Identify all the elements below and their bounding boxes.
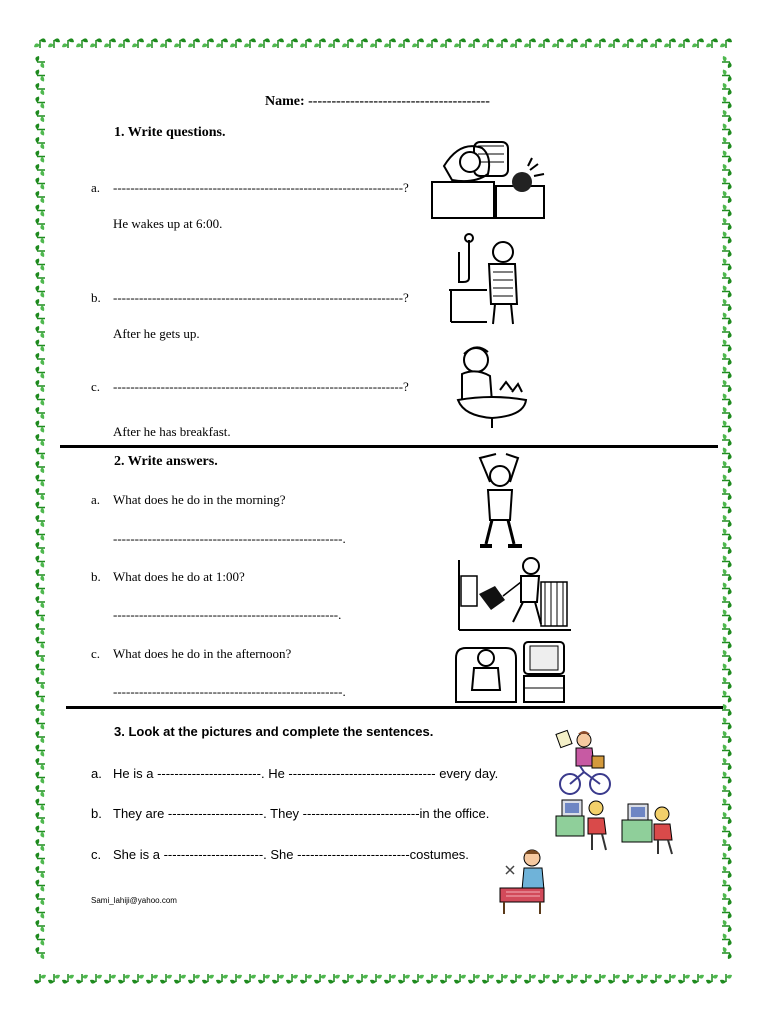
section1-item-a-letter: a.: [91, 180, 101, 195]
border-leaf: [552, 38, 564, 48]
border-leaf: [314, 974, 326, 984]
border-leaf: [722, 232, 732, 244]
border-leaf: [722, 812, 732, 824]
border-leaf: [722, 772, 732, 784]
border-leaf: [174, 974, 186, 984]
border-leaf: [202, 974, 214, 984]
border-leaf: [35, 326, 45, 338]
author-email: Sami_lahiji@yahoo.com: [91, 896, 177, 905]
border-leaf: [90, 974, 102, 984]
border-leaf: [496, 38, 508, 48]
man-watching-tv-icon: [452, 638, 568, 706]
section3-item-a-sentence: He is a ------------------------. He ---------------------------------- every day.: [113, 766, 499, 781]
border-leaf: [678, 974, 690, 984]
border-leaf: [35, 650, 45, 662]
border-leaf: [722, 434, 732, 446]
border-leaf: [722, 488, 732, 500]
border-leaf: [722, 313, 732, 325]
border-leaf: [35, 164, 45, 176]
border-leaf: [35, 529, 45, 541]
section3-item-b-letter: b.: [91, 806, 102, 821]
border-leaf: [722, 326, 732, 338]
border-leaf: [468, 974, 480, 984]
border-leaf: [722, 920, 732, 932]
border-leaf: [62, 38, 74, 48]
border-leaf: [76, 974, 88, 984]
border-leaf: [35, 610, 45, 622]
border-leaf: [342, 38, 354, 48]
border-leaf: [35, 785, 45, 797]
border-leaf: [722, 380, 732, 392]
man-walking-dog-icon: [455, 552, 573, 634]
border-leaf: [440, 974, 452, 984]
border-leaf: [35, 677, 45, 689]
border-leaf: [35, 124, 45, 136]
border-leaf: [722, 529, 732, 541]
border-leaf: [35, 947, 45, 959]
border-leaf: [328, 974, 340, 984]
border-leaf: [104, 974, 116, 984]
border-leaf: [300, 974, 312, 984]
section2-item-b-answer-line: ----------------------------------------------------.: [113, 607, 342, 622]
border-leaf: [35, 272, 45, 284]
section2-item-c-answer-line: -----------------------------------------------------.: [113, 684, 346, 699]
border-leaf: [146, 38, 158, 48]
border-leaf: [720, 974, 732, 984]
border-leaf: [722, 394, 732, 406]
border-leaf: [244, 38, 256, 48]
border-leaf: [188, 974, 200, 984]
border-leaf: [722, 272, 732, 284]
border-leaf: [48, 38, 60, 48]
border-leaf: [664, 38, 676, 48]
border-leaf: [454, 38, 466, 48]
border-leaf: [35, 340, 45, 352]
section1-heading: 1. Write questions.: [114, 125, 226, 140]
section2-item-b-letter: b.: [91, 569, 101, 584]
border-leaf: [538, 974, 550, 984]
border-leaf: [722, 718, 732, 730]
postman-on-bicycle-icon: [554, 726, 614, 796]
border-leaf: [35, 137, 45, 149]
border-leaf: [692, 38, 704, 48]
border-leaf: [300, 38, 312, 48]
section2-item-a-question: What does he do in the morning?: [113, 492, 286, 507]
border-leaf: [722, 947, 732, 959]
border-leaf: [594, 38, 606, 48]
border-leaf: [35, 799, 45, 811]
border-leaf: [722, 758, 732, 770]
border-leaf: [482, 38, 494, 48]
border-leaf: [35, 718, 45, 730]
border-leaf: [722, 97, 732, 109]
section3-item-c-sentence: She is a -----------------------. She --------------------------costumes.: [113, 847, 469, 862]
border-leaf: [664, 974, 676, 984]
border-leaf: [35, 232, 45, 244]
border-leaf: [35, 920, 45, 932]
section2-heading: 2. Write answers.: [114, 454, 218, 469]
border-leaf: [35, 556, 45, 568]
border-leaf: [722, 893, 732, 905]
border-leaf: [132, 974, 144, 984]
border-leaf: [35, 704, 45, 716]
border-leaf: [35, 299, 45, 311]
border-leaf: [104, 38, 116, 48]
border-leaf: [34, 974, 46, 984]
border-leaf: [722, 623, 732, 635]
section2-item-a-answer-line: -----------------------------------------------------.: [113, 531, 346, 546]
border-leaf: [482, 974, 494, 984]
border-leaf: [76, 38, 88, 48]
border-leaf: [35, 367, 45, 379]
border-leaf: [384, 38, 396, 48]
section1-item-a-answer: He wakes up at 6:00.: [113, 216, 223, 231]
border-leaf: [722, 731, 732, 743]
border-leaf: [314, 38, 326, 48]
border-leaf: [35, 569, 45, 581]
border-leaf: [35, 313, 45, 325]
border-leaf: [35, 434, 45, 446]
border-leaf: [566, 38, 578, 48]
border-leaf: [272, 38, 284, 48]
border-leaf: [722, 70, 732, 82]
name-field-line: Name: ---------------------------------------: [265, 94, 490, 109]
border-leaf: [48, 974, 60, 984]
border-leaf: [35, 191, 45, 203]
border-leaf: [146, 974, 158, 984]
border-leaf: [35, 475, 45, 487]
section1-item-c-question-line: -------------------------------------------------------------------?: [113, 379, 409, 394]
border-leaf: [678, 38, 690, 48]
border-leaf: [370, 974, 382, 984]
border-bottom-vines: [34, 974, 732, 984]
border-leaf: [35, 488, 45, 500]
border-leaf: [722, 853, 732, 865]
border-leaf: [412, 38, 424, 48]
section1-item-a-question-line: -------------------------------------------------------------------?: [113, 180, 409, 195]
border-leaf: [722, 502, 732, 514]
border-leaf: [202, 38, 214, 48]
border-leaf: [132, 38, 144, 48]
border-leaf: [35, 772, 45, 784]
border-leaf: [35, 178, 45, 190]
border-leaf: [258, 38, 270, 48]
border-leaf: [356, 974, 368, 984]
border-leaf: [90, 38, 102, 48]
border-leaf: [370, 38, 382, 48]
border-leaf: [580, 38, 592, 48]
section-divider-1: [60, 445, 718, 448]
border-leaf: [722, 515, 732, 527]
border-leaf: [722, 286, 732, 298]
border-leaf: [722, 745, 732, 757]
border-leaf: [722, 259, 732, 271]
border-leaf: [706, 974, 718, 984]
border-leaf: [35, 461, 45, 473]
border-leaf: [722, 691, 732, 703]
section1-item-b-letter: b.: [91, 290, 101, 305]
border-leaf: [188, 38, 200, 48]
border-leaf: [35, 691, 45, 703]
border-leaf: [722, 83, 732, 95]
border-leaf: [622, 38, 634, 48]
border-right-vines: [722, 56, 732, 959]
border-leaf: [440, 38, 452, 48]
border-leaf: [722, 677, 732, 689]
border-leaf: [35, 664, 45, 676]
border-leaf: [722, 934, 732, 946]
border-leaf: [35, 826, 45, 838]
border-leaf: [118, 38, 130, 48]
border-leaf: [566, 974, 578, 984]
border-leaf: [552, 974, 564, 984]
border-leaf: [722, 340, 732, 352]
section3-item-a-letter: a.: [91, 766, 102, 781]
border-leaf: [722, 56, 732, 68]
border-leaf: [722, 569, 732, 581]
border-leaf: [258, 974, 270, 984]
border-leaf: [35, 205, 45, 217]
border-leaf: [35, 394, 45, 406]
border-leaf: [722, 826, 732, 838]
border-left-vines: [35, 56, 45, 959]
section3-heading: 3. Look at the pictures and complete the sentences.: [114, 724, 434, 739]
border-leaf: [35, 542, 45, 554]
section1-item-b-question-line: -------------------------------------------------------------------?: [113, 290, 409, 305]
border-leaf: [636, 38, 648, 48]
border-leaf: [35, 110, 45, 122]
border-leaf: [328, 38, 340, 48]
border-leaf: [722, 596, 732, 608]
border-leaf: [722, 151, 732, 163]
border-leaf: [35, 893, 45, 905]
border-leaf: [35, 502, 45, 514]
border-leaf: [622, 974, 634, 984]
border-leaf: [722, 124, 732, 136]
border-leaf: [722, 880, 732, 892]
border-leaf: [35, 353, 45, 365]
section1-item-c-letter: c.: [91, 379, 101, 394]
border-leaf: [524, 974, 536, 984]
border-leaf: [35, 83, 45, 95]
border-leaf: [35, 259, 45, 271]
border-leaf: [608, 974, 620, 984]
border-leaf: [524, 38, 536, 48]
border-leaf: [35, 407, 45, 419]
border-leaf: [35, 637, 45, 649]
border-leaf: [720, 38, 732, 48]
border-leaf: [722, 637, 732, 649]
border-leaf: [35, 151, 45, 163]
border-leaf: [342, 974, 354, 984]
border-leaf: [35, 596, 45, 608]
border-leaf: [216, 38, 228, 48]
office-workers-at-computers-icon: [552, 794, 687, 858]
border-leaf: [722, 664, 732, 676]
border-leaf: [722, 178, 732, 190]
border-leaf: [722, 866, 732, 878]
border-leaf: [35, 866, 45, 878]
border-leaf: [35, 758, 45, 770]
section3-item-c-letter: c.: [91, 847, 102, 862]
border-leaf: [722, 205, 732, 217]
border-leaf: [722, 421, 732, 433]
border-leaf: [160, 38, 172, 48]
border-leaf: [722, 367, 732, 379]
border-leaf: [34, 38, 46, 48]
border-leaf: [62, 974, 74, 984]
border-leaf: [722, 353, 732, 365]
border-leaf: [722, 704, 732, 716]
border-leaf: [356, 38, 368, 48]
border-leaf: [722, 137, 732, 149]
border-leaf: [286, 38, 298, 48]
section1-item-b-answer: After he gets up.: [113, 326, 200, 341]
border-top-vines: [34, 38, 732, 48]
border-leaf: [722, 907, 732, 919]
border-leaf: [35, 812, 45, 824]
border-leaf: [454, 974, 466, 984]
section-divider-2: [66, 706, 723, 709]
border-leaf: [118, 974, 130, 984]
border-leaf: [35, 380, 45, 392]
border-leaf: [496, 974, 508, 984]
seamstress-cutting-fabric-icon: [496, 848, 556, 916]
border-leaf: [35, 286, 45, 298]
border-leaf: [722, 448, 732, 460]
border-leaf: [35, 97, 45, 109]
border-leaf: [35, 515, 45, 527]
border-leaf: [722, 299, 732, 311]
border-leaf: [722, 218, 732, 230]
border-leaf: [594, 974, 606, 984]
border-leaf: [35, 731, 45, 743]
border-leaf: [160, 974, 172, 984]
man-stretching-icon: [466, 452, 536, 550]
border-leaf: [35, 218, 45, 230]
border-leaf: [384, 974, 396, 984]
border-leaf: [722, 785, 732, 797]
border-leaf: [650, 38, 662, 48]
border-leaf: [722, 799, 732, 811]
border-leaf: [272, 974, 284, 984]
section2-item-b-question: What does he do at 1:00?: [113, 569, 245, 584]
border-leaf: [35, 934, 45, 946]
border-leaf: [230, 974, 242, 984]
section1-item-c-answer: After he has breakfast.: [113, 424, 231, 439]
border-leaf: [174, 38, 186, 48]
section2-item-a-letter: a.: [91, 492, 101, 507]
border-leaf: [35, 245, 45, 257]
section2-item-c-letter: c.: [91, 646, 101, 661]
border-leaf: [722, 461, 732, 473]
border-leaf: [722, 542, 732, 554]
border-leaf: [722, 110, 732, 122]
border-leaf: [692, 974, 704, 984]
border-leaf: [650, 974, 662, 984]
border-leaf: [35, 623, 45, 635]
border-leaf: [722, 245, 732, 257]
border-leaf: [412, 974, 424, 984]
border-leaf: [426, 38, 438, 48]
border-leaf: [35, 56, 45, 68]
border-leaf: [35, 853, 45, 865]
section3-item-b-sentence: They are ----------------------. They ---------------------------in the office.: [113, 806, 490, 821]
border-leaf: [722, 839, 732, 851]
border-leaf: [35, 70, 45, 82]
border-leaf: [35, 421, 45, 433]
border-leaf: [722, 475, 732, 487]
man-waking-up-alarm-clock-icon: [430, 126, 548, 222]
border-leaf: [35, 448, 45, 460]
border-leaf: [35, 880, 45, 892]
border-leaf: [286, 974, 298, 984]
border-leaf: [608, 38, 620, 48]
border-leaf: [230, 38, 242, 48]
border-leaf: [722, 164, 732, 176]
border-leaf: [538, 38, 550, 48]
border-leaf: [216, 974, 228, 984]
man-brushing-teeth-icon: [448, 342, 538, 430]
border-leaf: [722, 556, 732, 568]
border-leaf: [722, 583, 732, 595]
border-leaf: [636, 974, 648, 984]
border-leaf: [510, 38, 522, 48]
border-leaf: [398, 38, 410, 48]
border-leaf: [706, 38, 718, 48]
man-in-shower-icon: [447, 232, 533, 328]
border-leaf: [468, 38, 480, 48]
border-leaf: [35, 583, 45, 595]
border-leaf: [35, 839, 45, 851]
border-leaf: [510, 974, 522, 984]
border-leaf: [722, 191, 732, 203]
border-leaf: [722, 610, 732, 622]
border-leaf: [35, 907, 45, 919]
border-leaf: [722, 650, 732, 662]
border-leaf: [722, 407, 732, 419]
border-leaf: [398, 974, 410, 984]
section2-item-c-question: What does he do in the afternoon?: [113, 646, 292, 661]
border-leaf: [35, 745, 45, 757]
border-leaf: [426, 974, 438, 984]
border-leaf: [580, 974, 592, 984]
border-leaf: [244, 974, 256, 984]
